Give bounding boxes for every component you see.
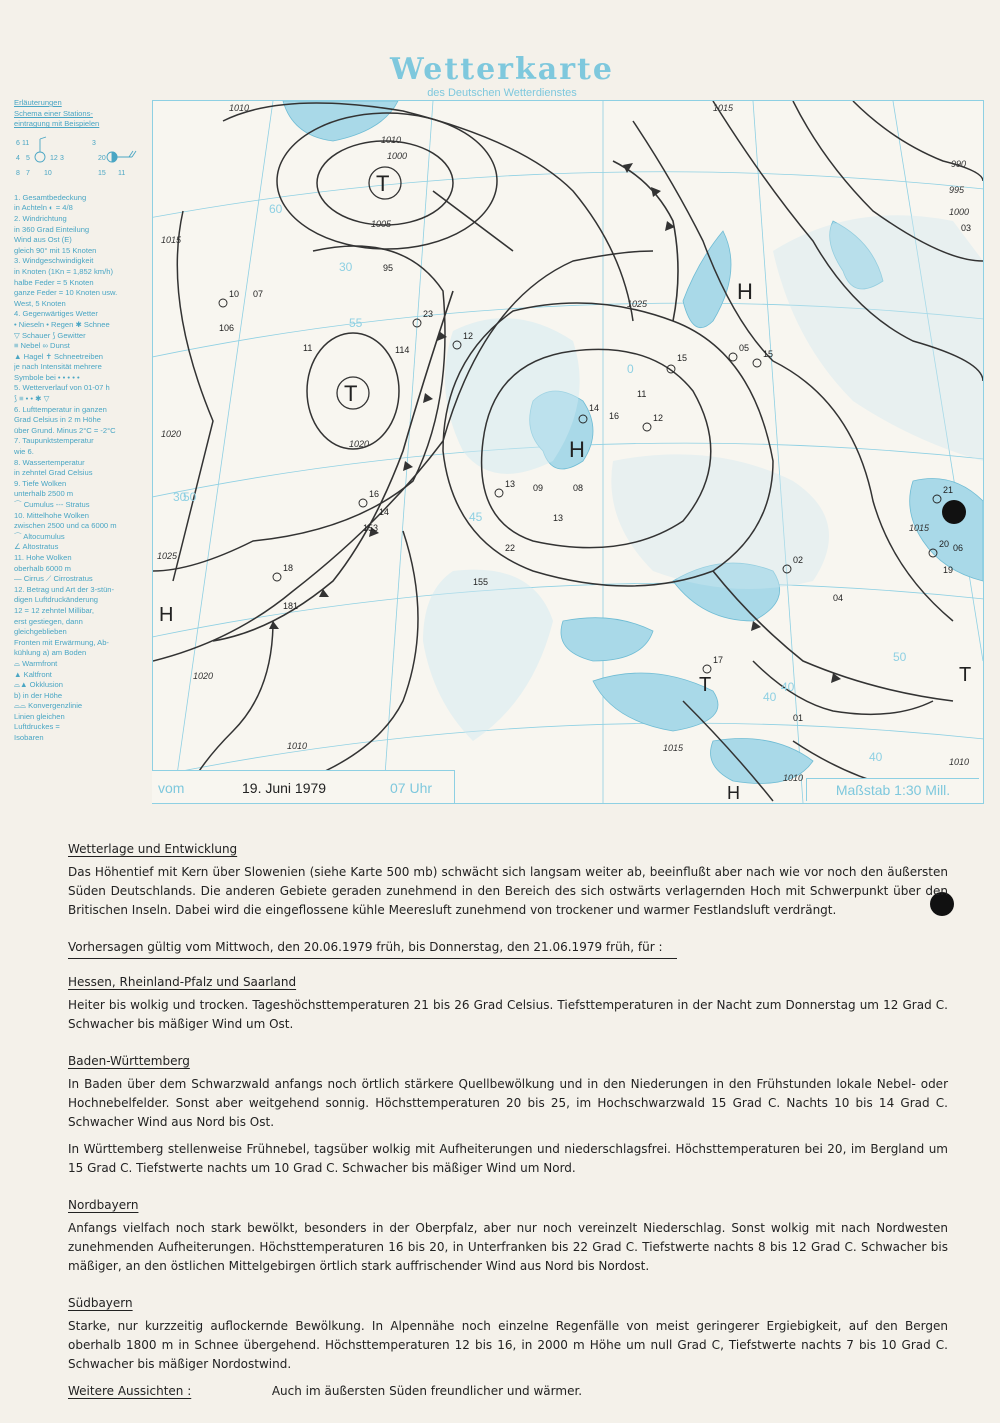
isobar-label: 990: [951, 159, 967, 169]
legend-row: zwischen 2500 und ca 6000 m: [14, 521, 117, 531]
sheet-subtitle: des Deutschen Wetterdienstes: [427, 87, 577, 99]
legend-row: oberhalb 6000 m: [14, 563, 71, 573]
legend-row: ▽ Schauer ⟆ Gewitter: [14, 330, 86, 340]
legend-row: ganze Feder = 10 Knoten usw.: [14, 288, 118, 298]
legend-row: digen Luftdruckänderung: [14, 595, 99, 605]
station-value: 05: [739, 343, 750, 353]
station-value: 12: [463, 331, 474, 341]
svg-text:10: 10: [44, 169, 52, 177]
station-value: 01: [793, 713, 804, 723]
isobar-label: 1015: [663, 743, 684, 753]
svg-text:3: 3: [60, 154, 64, 162]
legend-row: 12. Betrag und Art der 3-stün-: [14, 584, 115, 594]
grid-label: 55: [349, 316, 363, 330]
station-value: 22: [505, 543, 516, 553]
isobar-label: 1020: [161, 429, 182, 439]
station-value: 23: [423, 309, 434, 319]
legend-row: 6. Lufttemperatur in ganzen: [14, 404, 107, 414]
synoptic-map: [152, 100, 984, 804]
legend-row: Symbole bei • • • • •: [14, 372, 80, 382]
svg-text:11: 11: [22, 139, 30, 147]
legend-row: West, 5 Knoten: [14, 298, 66, 308]
high-pressure-marker: H: [737, 279, 753, 304]
station-value: 95: [383, 263, 394, 273]
legend-row: in zehntel Grad Celsius: [14, 468, 93, 478]
isobar-label: 1020: [193, 671, 214, 681]
grid-label: 60: [269, 202, 283, 216]
outlook: [68, 1382, 948, 1401]
svg-text:8: 8: [16, 169, 20, 177]
isobar-label: 1015: [713, 103, 734, 113]
isobar-label: 1010: [287, 741, 308, 751]
legend: [14, 98, 152, 818]
station-value: 07: [253, 289, 264, 299]
station-value: 03: [961, 223, 972, 233]
station-value: 16: [369, 489, 380, 499]
grid-label: 40: [869, 750, 883, 764]
legend-row: ⌓⌓ Konvergenzlinie: [14, 701, 83, 711]
low-pressure-marker: T: [699, 674, 712, 696]
isobar-label: 1000: [949, 207, 970, 217]
station-schema: [14, 133, 152, 189]
isobar-label: 995: [949, 185, 965, 195]
svg-text:4: 4: [16, 154, 20, 162]
legend-row: erst gestiegen, dann: [14, 616, 83, 626]
station-value: 17: [713, 655, 724, 665]
station-value: 153: [363, 523, 379, 533]
station-value: 15: [763, 349, 774, 359]
legend-row: Erläuterungen: [14, 98, 62, 107]
legend-row: in 360 Grad Einteilung: [14, 224, 90, 234]
station-value: 11: [637, 389, 647, 399]
section-title: Südbayern: [68, 1296, 133, 1310]
legend-row: ⟆ ≡ • • ✱ ▽: [14, 394, 50, 404]
legend-row: 7. Taupunktstemperatur: [14, 436, 94, 446]
legend-row: ⌒ Altocumulus: [14, 531, 65, 541]
station-value: 20: [939, 539, 950, 549]
station-value: 18: [283, 563, 294, 573]
isobar-label: 1005: [371, 219, 392, 229]
legend-row: Wind aus Ost (E): [14, 235, 72, 245]
legend-row: 1. Gesamtbedeckung: [14, 192, 87, 202]
map-date: 19. Juni 1979: [242, 780, 327, 796]
legend-row: ∠ Altostratus: [14, 542, 59, 552]
isobar-label: 1000: [387, 151, 408, 161]
legend-row: 10. Mittelhohe Wolken: [14, 510, 89, 520]
station-value: 14: [589, 403, 600, 413]
section-body: Anfangs vielfach noch stark bewölkt, besonders in der Oberpfalz, aber nur noch vereinzelt Niederschlag. Sonst wolkig mit nach Nordwesten zunehmenden Aufheiterungen. Höchsttemperaturen 16 bis 20, in Unterfranken bis 22 Grad C. Tiefstwerte nachts 8 bis 12 Grad C. Schwacher bis mäßiger, an den östlichen Mittelgebirgen örtlich stark auffrischender Wind aus Nord bis Nordost.: [68, 1221, 948, 1273]
section-title: Wetterlage und Entwicklung: [68, 842, 238, 856]
seas-and-coasts: [283, 101, 983, 784]
svg-text:5: 5: [26, 154, 30, 162]
svg-text:15: 15: [98, 169, 106, 177]
section-body: Das Höhentief mit Kern über Slowenien (siehe Karte 500 mb) schwächt sich langsam weiter ab, beeinflußt aber nach wie vor noch den äußersten Süden Deutschlands. Die anderen Gebiete geraden zunehmend in den Bereich des sich ostwärts verlagernden Hoch mit Schwerpunkt über den Britischen Inseln. Dabei wird die eingeflossene kühle Meeresluft zunehmend von trockener und warmer Festlandsluft verdrängt.: [68, 865, 948, 917]
station-value: 155: [473, 577, 489, 587]
station-value: 09: [533, 483, 544, 493]
legend-row: 8. Wassertemperatur: [14, 457, 85, 467]
grid-label: 30: [173, 490, 187, 504]
legend-row: 3. Windgeschwindigkeit: [14, 256, 94, 266]
map-scale: Maßstab 1:30 Mill.: [806, 778, 979, 801]
outlook-text: Auch im äußersten Süden freundlicher und wärmer.: [271, 1384, 583, 1398]
station-value: 08: [573, 483, 584, 493]
station-schema-drawing: [14, 133, 144, 189]
map-date-bar: [152, 770, 455, 803]
low-pressure-marker: T: [344, 381, 358, 406]
grid-label: 40: [763, 690, 777, 704]
isobar-label: 1025: [627, 299, 648, 309]
legend-row: Linien gleichen: [14, 711, 65, 721]
legend-row: • Nieseln • Regen ✱ Schnee: [14, 319, 110, 329]
legend-row: in Knoten (1Kn = 1,852 km/h): [14, 266, 113, 276]
section-title: Hessen, Rheinland-Pfalz und Saarland: [68, 975, 297, 989]
grid-label: 50: [183, 490, 197, 504]
forecast-text: [68, 830, 948, 1401]
isobar-label: 1010: [949, 757, 970, 767]
grid-label: 0: [627, 362, 634, 376]
section-body: In Baden über dem Schwarzwald anfangs noch örtlich stärkere Quellbewölkung und in den Niederungen in den Frühstunden lokale Nebel- oder Hochnebelfelder. Sonst aber weitgehend sonnig. Höchsttemperaturen 20 bis 25, im Hochschwarzwald 15 Grad C. Nachts 10 bis 14 Grad C. Schwacher Wind aus Nord bis Ost.: [68, 1077, 948, 1129]
station-value: 181: [283, 601, 299, 611]
grid-label: 50: [893, 650, 907, 664]
legend-row: 11. Hohe Wolken: [14, 552, 72, 562]
legend-row: ⌒ Cumulus --- Stratus: [14, 500, 90, 509]
section-body: In Württemberg stellenweise Frühnebel, tagsüber wolkig mit Aufheiterungen und niederschlagsfrei. Höchsttemperaturen bei 20, im Bergland um 15 Grad C. Tiefstwerte nachts um 10 Grad C. Schwacher bis mäßiger Wind um Nord.: [68, 1142, 948, 1175]
legend-row: Isobaren: [14, 733, 44, 743]
legend-row: eintragung mit Beispielen: [14, 119, 100, 129]
isobar-label: 1025: [157, 551, 178, 561]
isobar-label: 1020: [349, 439, 370, 449]
station-value: 19: [943, 565, 954, 575]
legend-row: gleichgeblieben: [14, 627, 67, 637]
outlook-label: Weitere Aussichten :: [68, 1384, 192, 1398]
legend-row: Schema einer Stations-: [14, 108, 93, 118]
station-value: 15: [677, 353, 688, 363]
legend-row: je nach Intensität mehrere: [14, 362, 102, 372]
legend-row: über Grund. Minus 2°C = -2°C: [14, 425, 116, 435]
low-pressure-marker: T: [376, 171, 390, 196]
svg-text:12: 12: [50, 154, 58, 162]
legend-row: Grad Celsius in 2 m Höhe: [14, 415, 101, 425]
isobar-label: 1010: [783, 773, 804, 783]
isobar-label: 1015: [909, 523, 930, 533]
punch-hole: [942, 500, 966, 524]
svg-text:20: 20: [98, 154, 106, 162]
grid-label: 40: [781, 680, 795, 694]
legend-row: 5. Wetterverlauf von 01-07 h: [14, 383, 110, 393]
station-value: 13: [553, 513, 564, 523]
legend-row: ≡ Nebel ∞ Dunst: [14, 341, 70, 351]
low-pressure-marker: T: [959, 664, 972, 686]
station-value: 21: [943, 485, 954, 495]
high-pressure-marker: H: [727, 783, 740, 803]
station-value: 106: [219, 323, 235, 333]
isobar-label: 1010: [381, 135, 402, 145]
high-pressure-marker: H: [159, 604, 174, 626]
legend-row: halbe Feder = 5 Knoten: [14, 277, 94, 287]
station-value: 10: [229, 289, 240, 299]
station-value: 11: [303, 343, 313, 353]
legend-row: ⌓▲ Okklusion: [14, 680, 63, 690]
map-drawing: [153, 101, 983, 803]
legend-row: gleich 90° mit 15 Knoten: [14, 245, 97, 255]
legend-row: 12 = 12 zehntel Millibar,: [14, 605, 94, 615]
section-title: Baden-Württemberg: [68, 1054, 190, 1068]
legend-row: 9. Tiefe Wolken: [14, 478, 67, 488]
legend-row: b) in der Höhe: [14, 690, 63, 700]
section-body: Starke, nur kurzzeitig auflockernde Bewölkung. In Alpennähe noch einzelne Regenfälle von meist geringerer Ergiebigkeit, auf den Bergen oberhalb 1800 m in Schnee übergehend. Höchsttemperaturen 12 bis 16, in 2000 m Höhe um null Grad C, Tiefstwerte nachts 7 bis 10 Grad C. Schwacher bis mäßiger Nordostwind.: [68, 1319, 948, 1371]
isobar-label: 1015: [161, 235, 182, 245]
station-value: 06: [953, 543, 964, 553]
svg-text:6: 6: [16, 139, 20, 147]
legend-row: unterhalb 2500 m: [14, 489, 74, 499]
station-value: 114: [395, 345, 410, 355]
station-value: 02: [793, 555, 804, 565]
legend-row: in Achteln ◐ = 4/8: [14, 203, 73, 213]
legend-row: 4. Gegenwärtiges Wetter: [14, 309, 98, 319]
station-value: 12: [653, 413, 664, 423]
legend-row: ▲ Kaltfront: [14, 669, 52, 679]
map-time: 07 Uhr: [390, 780, 433, 796]
legend-row: Luftdruckes =: [14, 722, 60, 732]
station-value: 04: [833, 593, 844, 603]
section-body: Heiter bis wolkig und trocken. Tageshöchsttemperaturen 21 bis 26 Grad Celsius. Tiefsttemperaturen in der Nacht zum Donnerstag um 12 Grad C. Schwacher bis mäßiger Wind um Ost.: [68, 998, 948, 1031]
station-value: 13: [505, 479, 516, 489]
legend-row: — Cirrus ⟋ Cirrostratus: [14, 574, 93, 584]
svg-text:11: 11: [118, 169, 126, 177]
grid-label: 30: [339, 260, 353, 274]
legend-row: wie 6.: [14, 447, 34, 457]
legend-row: 2. Windrichtung: [14, 213, 67, 223]
date-prefix: vom: [158, 780, 185, 796]
section-title: Nordbayern: [68, 1198, 139, 1212]
legend-row: ⌓ Warmfront: [14, 658, 58, 668]
sheet-title: Wetterkarte: [390, 52, 614, 87]
station-value: 14: [379, 507, 390, 517]
legend-row: ▲ Hagel ✝ Schneetreiben: [14, 351, 104, 361]
legend-row: Fronten mit Erwärmung, Ab-: [14, 637, 109, 647]
svg-text:3: 3: [92, 139, 96, 147]
forecast-validity: Vorhersagen gültig vom Mittwoch, den 20.06.1979 früh, bis Donnerstag, den 21.06.1979 früh, für :: [68, 938, 677, 959]
svg-text:7: 7: [26, 169, 30, 177]
legend-row: kühlung a) am Boden: [14, 648, 87, 658]
isobar-label: 1010: [229, 103, 250, 113]
high-pressure-marker: H: [569, 437, 585, 462]
station-value: 16: [609, 411, 620, 421]
grid-label: 45: [469, 510, 483, 524]
